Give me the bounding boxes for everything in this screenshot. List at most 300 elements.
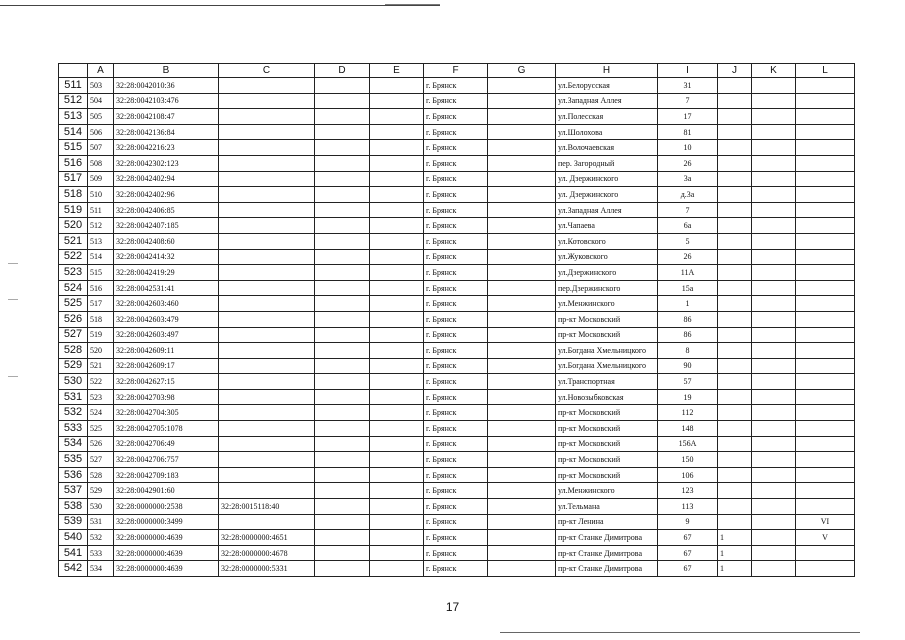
cell-l bbox=[796, 265, 855, 281]
cell-a: 523 bbox=[88, 389, 114, 405]
cell-f: г. Брянск bbox=[424, 327, 488, 343]
cell-a: 531 bbox=[88, 514, 114, 530]
cell-b: 32:28:0042010:36 bbox=[114, 78, 219, 94]
cell-c bbox=[219, 140, 315, 156]
cell-j bbox=[718, 421, 752, 437]
row-number: 518 bbox=[59, 187, 88, 203]
cell-i: 57 bbox=[658, 374, 718, 390]
cell-e bbox=[370, 530, 424, 546]
cell-f: г. Брянск bbox=[424, 483, 488, 499]
table-row bbox=[59, 311, 855, 327]
cell-e bbox=[370, 124, 424, 140]
cell-c bbox=[219, 233, 315, 249]
cell-e bbox=[370, 561, 424, 577]
cell-d bbox=[315, 467, 370, 483]
cell-l bbox=[796, 155, 855, 171]
cell-i: 90 bbox=[658, 358, 718, 374]
cell-i: 113 bbox=[658, 499, 718, 515]
cell-l bbox=[796, 436, 855, 452]
cell-c bbox=[219, 389, 315, 405]
cell-l: V bbox=[796, 530, 855, 546]
cell-f: г. Брянск bbox=[424, 202, 488, 218]
table-row bbox=[59, 327, 855, 343]
row-number: 516 bbox=[59, 155, 88, 171]
cell-a: 508 bbox=[88, 155, 114, 171]
cell-f: г. Брянск bbox=[424, 530, 488, 546]
cell-f: г. Брянск bbox=[424, 374, 488, 390]
cell-l bbox=[796, 561, 855, 577]
cell-k bbox=[752, 530, 796, 546]
table-body bbox=[59, 78, 855, 577]
cell-f: г. Брянск bbox=[424, 358, 488, 374]
cell-f: г. Брянск bbox=[424, 187, 488, 203]
table-row bbox=[59, 140, 855, 156]
cell-d bbox=[315, 327, 370, 343]
cell-h: ул. Дзержинского bbox=[556, 171, 658, 187]
cell-a: 512 bbox=[88, 218, 114, 234]
table-row bbox=[59, 280, 855, 296]
row-number: 524 bbox=[59, 280, 88, 296]
page-number: 17 bbox=[445, 600, 460, 614]
cell-b: 32:28:0000000:4639 bbox=[114, 561, 219, 577]
cell-d bbox=[315, 389, 370, 405]
cell-c bbox=[219, 296, 315, 312]
cell-f: г. Брянск bbox=[424, 436, 488, 452]
row-number: 521 bbox=[59, 233, 88, 249]
cell-g bbox=[488, 358, 556, 374]
cell-j bbox=[718, 171, 752, 187]
cell-g bbox=[488, 389, 556, 405]
row-number: 542 bbox=[59, 561, 88, 577]
cell-i: 19 bbox=[658, 389, 718, 405]
cell-a: 515 bbox=[88, 265, 114, 281]
cell-i: 86 bbox=[658, 327, 718, 343]
cell-l bbox=[796, 93, 855, 109]
cell-j bbox=[718, 93, 752, 109]
table-row bbox=[59, 561, 855, 577]
cell-b: 32:28:0042407:185 bbox=[114, 218, 219, 234]
table-row bbox=[59, 467, 855, 483]
cell-a: 533 bbox=[88, 545, 114, 561]
cell-l bbox=[796, 140, 855, 156]
cell-j bbox=[718, 218, 752, 234]
cell-g bbox=[488, 499, 556, 515]
column-header-a: A bbox=[88, 64, 114, 78]
cell-h: ул.Полесская bbox=[556, 109, 658, 125]
cell-g bbox=[488, 561, 556, 577]
cell-l bbox=[796, 452, 855, 468]
cell-d bbox=[315, 296, 370, 312]
cell-k bbox=[752, 202, 796, 218]
cell-j bbox=[718, 452, 752, 468]
cell-l bbox=[796, 421, 855, 437]
cell-g bbox=[488, 405, 556, 421]
cell-h: ул.Тельмана bbox=[556, 499, 658, 515]
cell-c: 32:28:0000000:4651 bbox=[219, 530, 315, 546]
cell-k bbox=[752, 545, 796, 561]
cell-k bbox=[752, 374, 796, 390]
cell-a: 517 bbox=[88, 296, 114, 312]
cell-d bbox=[315, 155, 370, 171]
row-number: 511 bbox=[59, 78, 88, 94]
scan-edge-line-top-short bbox=[385, 4, 440, 5]
cell-j: 1 bbox=[718, 545, 752, 561]
cell-d bbox=[315, 405, 370, 421]
cell-l bbox=[796, 109, 855, 125]
cell-k bbox=[752, 187, 796, 203]
table-row bbox=[59, 296, 855, 312]
cell-f: г. Брянск bbox=[424, 155, 488, 171]
cell-k bbox=[752, 171, 796, 187]
cell-l bbox=[796, 374, 855, 390]
cell-i: 7 bbox=[658, 202, 718, 218]
cell-h: пр-кт Московский bbox=[556, 405, 658, 421]
cell-h: ул.Транспортная bbox=[556, 374, 658, 390]
cell-c bbox=[219, 405, 315, 421]
cell-b: 32:28:0042706:757 bbox=[114, 452, 219, 468]
cell-e bbox=[370, 467, 424, 483]
cell-a: 510 bbox=[88, 187, 114, 203]
cell-f: г. Брянск bbox=[424, 452, 488, 468]
cell-h: пр-кт Станке Димитрова bbox=[556, 561, 658, 577]
cell-e bbox=[370, 327, 424, 343]
cell-j bbox=[718, 311, 752, 327]
cell-e bbox=[370, 514, 424, 530]
cell-f: г. Брянск bbox=[424, 249, 488, 265]
cell-b: 32:28:0042603:497 bbox=[114, 327, 219, 343]
cell-d bbox=[315, 124, 370, 140]
cell-j bbox=[718, 467, 752, 483]
cell-b: 32:28:0042302:123 bbox=[114, 155, 219, 171]
cell-k bbox=[752, 140, 796, 156]
cell-g bbox=[488, 93, 556, 109]
row-number: 517 bbox=[59, 171, 88, 187]
cell-j bbox=[718, 233, 752, 249]
cell-f: г. Брянск bbox=[424, 171, 488, 187]
cell-i: 3а bbox=[658, 171, 718, 187]
row-number: 537 bbox=[59, 483, 88, 499]
cell-j bbox=[718, 280, 752, 296]
cell-k bbox=[752, 514, 796, 530]
cell-i: 31 bbox=[658, 78, 718, 94]
cell-k bbox=[752, 389, 796, 405]
cell-h: пр-кт Московский bbox=[556, 452, 658, 468]
row-number: 536 bbox=[59, 467, 88, 483]
cell-a: 509 bbox=[88, 171, 114, 187]
table-row bbox=[59, 265, 855, 281]
cell-j bbox=[718, 140, 752, 156]
cell-f: г. Брянск bbox=[424, 296, 488, 312]
cell-g bbox=[488, 545, 556, 561]
table-row bbox=[59, 421, 855, 437]
cell-f: г. Брянск bbox=[424, 218, 488, 234]
cell-e bbox=[370, 483, 424, 499]
row-number: 513 bbox=[59, 109, 88, 125]
cell-g bbox=[488, 530, 556, 546]
scan-mark bbox=[8, 299, 18, 300]
cell-j bbox=[718, 514, 752, 530]
row-number: 527 bbox=[59, 327, 88, 343]
table-row bbox=[59, 514, 855, 530]
column-header-e: E bbox=[370, 64, 424, 78]
cell-d bbox=[315, 109, 370, 125]
cell-a: 534 bbox=[88, 561, 114, 577]
cell-g bbox=[488, 233, 556, 249]
cell-l bbox=[796, 218, 855, 234]
cell-h: ул.Белорусская bbox=[556, 78, 658, 94]
cell-f: г. Брянск bbox=[424, 467, 488, 483]
cell-j bbox=[718, 187, 752, 203]
cell-d bbox=[315, 280, 370, 296]
cell-i: 9 bbox=[658, 514, 718, 530]
cell-e bbox=[370, 233, 424, 249]
cell-g bbox=[488, 155, 556, 171]
cell-f: г. Брянск bbox=[424, 561, 488, 577]
table-row bbox=[59, 124, 855, 140]
cell-l bbox=[796, 343, 855, 359]
cell-i: 1 bbox=[658, 296, 718, 312]
corner-header-cell bbox=[59, 64, 88, 78]
cell-b: 32:28:0042408:60 bbox=[114, 233, 219, 249]
cell-d bbox=[315, 233, 370, 249]
cell-e bbox=[370, 280, 424, 296]
cell-b: 32:28:0042703:98 bbox=[114, 389, 219, 405]
cell-j bbox=[718, 343, 752, 359]
cell-b: 32:28:0042136:84 bbox=[114, 124, 219, 140]
cell-b: 32:28:0042705:1078 bbox=[114, 421, 219, 437]
cell-j bbox=[718, 483, 752, 499]
cell-d bbox=[315, 140, 370, 156]
cell-e bbox=[370, 93, 424, 109]
cell-e bbox=[370, 218, 424, 234]
table-row bbox=[59, 202, 855, 218]
cell-i: 26 bbox=[658, 155, 718, 171]
cell-h: пр-кт Станке Димитрова bbox=[556, 530, 658, 546]
cell-j: 1 bbox=[718, 530, 752, 546]
cell-f: г. Брянск bbox=[424, 78, 488, 94]
column-header-h: H bbox=[556, 64, 658, 78]
column-header-l: L bbox=[796, 64, 855, 78]
cell-g bbox=[488, 171, 556, 187]
cell-f: г. Брянск bbox=[424, 421, 488, 437]
cell-i: 81 bbox=[658, 124, 718, 140]
cell-g bbox=[488, 78, 556, 94]
row-number: 528 bbox=[59, 343, 88, 359]
row-number: 530 bbox=[59, 374, 88, 390]
cell-l bbox=[796, 249, 855, 265]
cell-d bbox=[315, 311, 370, 327]
cell-g bbox=[488, 374, 556, 390]
cell-c bbox=[219, 327, 315, 343]
table-row bbox=[59, 530, 855, 546]
cell-b: 32:28:0042108:47 bbox=[114, 109, 219, 125]
table-row bbox=[59, 358, 855, 374]
cell-d bbox=[315, 514, 370, 530]
cell-a: 504 bbox=[88, 93, 114, 109]
cell-j bbox=[718, 202, 752, 218]
cell-b: 32:28:0042103:476 bbox=[114, 93, 219, 109]
table-row bbox=[59, 389, 855, 405]
table-row bbox=[59, 155, 855, 171]
table-row bbox=[59, 171, 855, 187]
cell-f: г. Брянск bbox=[424, 124, 488, 140]
cell-k bbox=[752, 405, 796, 421]
cell-h: ул.Менжинского bbox=[556, 296, 658, 312]
cell-a: 519 bbox=[88, 327, 114, 343]
cell-f: г. Брянск bbox=[424, 280, 488, 296]
cell-i: 7 bbox=[658, 93, 718, 109]
cell-f: г. Брянск bbox=[424, 514, 488, 530]
row-number: 525 bbox=[59, 296, 88, 312]
cell-g bbox=[488, 265, 556, 281]
cell-g bbox=[488, 483, 556, 499]
cell-e bbox=[370, 140, 424, 156]
cell-f: г. Брянск bbox=[424, 233, 488, 249]
cell-j bbox=[718, 265, 752, 281]
cell-j bbox=[718, 124, 752, 140]
cell-i: д.3а bbox=[658, 187, 718, 203]
cell-j bbox=[718, 327, 752, 343]
cell-l bbox=[796, 171, 855, 187]
cell-c bbox=[219, 187, 315, 203]
cell-c bbox=[219, 280, 315, 296]
table-row bbox=[59, 249, 855, 265]
cell-d bbox=[315, 374, 370, 390]
table-row bbox=[59, 405, 855, 421]
cell-k bbox=[752, 358, 796, 374]
cell-k bbox=[752, 265, 796, 281]
cell-k bbox=[752, 467, 796, 483]
cell-c bbox=[219, 343, 315, 359]
column-header-row bbox=[59, 64, 855, 78]
cell-l bbox=[796, 202, 855, 218]
cell-e bbox=[370, 405, 424, 421]
cell-h: пр-кт Московский bbox=[556, 467, 658, 483]
cell-b: 32:28:0042402:96 bbox=[114, 187, 219, 203]
cell-d bbox=[315, 499, 370, 515]
cell-h: ул.Дзержинского bbox=[556, 265, 658, 281]
row-number: 531 bbox=[59, 389, 88, 405]
cell-k bbox=[752, 311, 796, 327]
cell-b: 32:28:0042609:11 bbox=[114, 343, 219, 359]
row-number: 539 bbox=[59, 514, 88, 530]
cell-g bbox=[488, 202, 556, 218]
cell-b: 32:28:0042704:305 bbox=[114, 405, 219, 421]
cell-i: 150 bbox=[658, 452, 718, 468]
cell-e bbox=[370, 109, 424, 125]
table-row bbox=[59, 93, 855, 109]
cell-g bbox=[488, 452, 556, 468]
cell-b: 32:28:0042419:29 bbox=[114, 265, 219, 281]
cell-c bbox=[219, 374, 315, 390]
column-header-j: J bbox=[718, 64, 752, 78]
cell-i: 5 bbox=[658, 233, 718, 249]
cell-j bbox=[718, 358, 752, 374]
cell-k bbox=[752, 218, 796, 234]
cell-d bbox=[315, 171, 370, 187]
table-row bbox=[59, 436, 855, 452]
cell-b: 32:28:0042627:15 bbox=[114, 374, 219, 390]
cell-i: 67 bbox=[658, 545, 718, 561]
cell-d bbox=[315, 530, 370, 546]
cell-i: 17 bbox=[658, 109, 718, 125]
cell-c bbox=[219, 171, 315, 187]
cell-l bbox=[796, 499, 855, 515]
cell-d bbox=[315, 93, 370, 109]
cell-h: ул.Котовского bbox=[556, 233, 658, 249]
cell-j bbox=[718, 405, 752, 421]
row-number: 529 bbox=[59, 358, 88, 374]
cell-c bbox=[219, 93, 315, 109]
cell-h: ул.Западная Аллея bbox=[556, 93, 658, 109]
cell-c bbox=[219, 124, 315, 140]
cell-k bbox=[752, 280, 796, 296]
cell-g bbox=[488, 514, 556, 530]
cell-d bbox=[315, 561, 370, 577]
cell-c bbox=[219, 452, 315, 468]
cell-g bbox=[488, 249, 556, 265]
cell-j bbox=[718, 499, 752, 515]
cell-a: 514 bbox=[88, 249, 114, 265]
cell-d bbox=[315, 358, 370, 374]
column-header-c: C bbox=[219, 64, 315, 78]
cell-i: 106 bbox=[658, 467, 718, 483]
row-number: 533 bbox=[59, 421, 88, 437]
cell-d bbox=[315, 78, 370, 94]
cell-e bbox=[370, 78, 424, 94]
cell-i: 67 bbox=[658, 530, 718, 546]
cell-g bbox=[488, 280, 556, 296]
cell-l bbox=[796, 405, 855, 421]
scan-mark bbox=[8, 376, 18, 377]
cell-b: 32:28:0000000:4639 bbox=[114, 530, 219, 546]
cell-f: г. Брянск bbox=[424, 93, 488, 109]
cell-e bbox=[370, 296, 424, 312]
table-row bbox=[59, 187, 855, 203]
cell-a: 529 bbox=[88, 483, 114, 499]
cell-h: пр-кт Московский bbox=[556, 327, 658, 343]
cell-d bbox=[315, 249, 370, 265]
cell-a: 528 bbox=[88, 467, 114, 483]
cell-d bbox=[315, 545, 370, 561]
cell-i: 67 bbox=[658, 561, 718, 577]
cell-a: 521 bbox=[88, 358, 114, 374]
cell-k bbox=[752, 93, 796, 109]
cell-j bbox=[718, 374, 752, 390]
scan-edge-line-top bbox=[0, 5, 440, 6]
cell-k bbox=[752, 124, 796, 140]
cell-b: 32:28:0042216:23 bbox=[114, 140, 219, 156]
cell-h: пр-кт Станке Димитрова bbox=[556, 545, 658, 561]
cell-a: 527 bbox=[88, 452, 114, 468]
cell-h: пер. Загородный bbox=[556, 155, 658, 171]
cell-b: 32:28:0042709:183 bbox=[114, 467, 219, 483]
cell-c bbox=[219, 483, 315, 499]
cell-e bbox=[370, 171, 424, 187]
cell-b: 32:28:0000000:2538 bbox=[114, 499, 219, 515]
cell-a: 513 bbox=[88, 233, 114, 249]
cell-d bbox=[315, 343, 370, 359]
cell-c bbox=[219, 249, 315, 265]
row-number: 535 bbox=[59, 452, 88, 468]
cell-k bbox=[752, 483, 796, 499]
spreadsheet-table bbox=[58, 63, 855, 577]
cell-h: ул.Богдана Хмельницкого bbox=[556, 343, 658, 359]
cell-a: 524 bbox=[88, 405, 114, 421]
cell-e bbox=[370, 421, 424, 437]
cell-b: 32:28:0042402:94 bbox=[114, 171, 219, 187]
cell-d bbox=[315, 265, 370, 281]
